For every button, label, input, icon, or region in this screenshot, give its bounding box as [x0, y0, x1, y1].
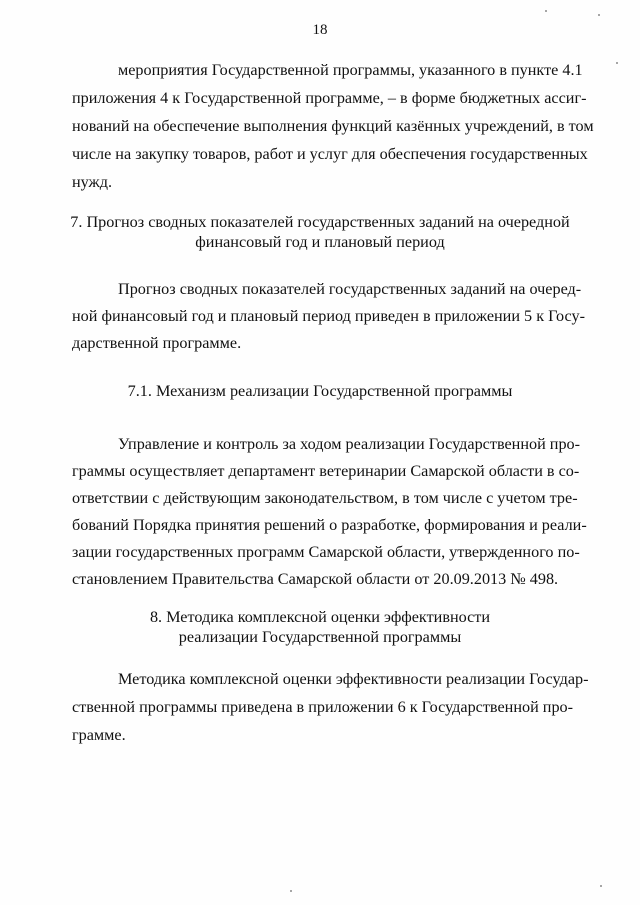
paragraph-line: мероприятия Государственной программы, указанного в пункте 4.1: [118, 61, 583, 79]
paragraph-line: ственной программы приведена в приложении 6 к Государственной про-: [72, 698, 574, 716]
section-heading: 7. Прогноз сводных показателей государственных заданий на очередной: [70, 213, 570, 231]
paragraph-line: становлением Правительства Самарской области от 20.09.2013 № 498.: [72, 570, 559, 588]
paragraph-line: числе на закупку товаров, работ и услуг для обеспечения государственных: [72, 145, 588, 163]
section-heading: реализации Государственной программы: [178, 628, 462, 646]
paragraph-line: Прогноз сводных показателей государственных заданий на очеред-: [118, 280, 582, 298]
paragraph-line: ной финансовый год и плановый период приведен в приложении 5 к Госу-: [72, 307, 585, 325]
paragraph-line: нований на обеспечение выполнения функций казённых учреждений, в том: [72, 117, 594, 135]
page-number: 18: [312, 22, 328, 38]
paragraph-line: приложения 4 к Государственной программе, – в форме бюджетных ассиг-: [72, 89, 587, 107]
paragraph-line: зации государственных программ Самарской области, утвержденного по-: [72, 543, 580, 561]
section-heading: финансовый год и плановый период: [195, 233, 445, 251]
paragraph-line: нужд.: [72, 173, 113, 191]
scan-speck: [290, 890, 292, 892]
scan-speck: [598, 14, 600, 16]
paragraph-line: граммы осуществляет департамент ветеринарии Самарской области в со-: [72, 462, 580, 480]
paragraph-line: ответствии с действующим законодательством, в том числе с учетом тре-: [72, 489, 578, 507]
scan-speck: [616, 62, 618, 64]
paragraph-line: Методика комплексной оценки эффективности реализации Государ-: [118, 670, 589, 688]
paragraph-line: дарственной программе.: [72, 334, 242, 352]
paragraph-line: Управление и контроль за ходом реализации Государственной про-: [118, 435, 581, 453]
section-heading: 7.1. Механизм реализации Государственной программы: [127, 382, 513, 400]
section-heading: 8. Методика комплексной оценки эффективности: [149, 608, 491, 626]
scan-speck: [600, 885, 602, 887]
scan-speck: [545, 10, 547, 12]
paragraph-line: грамме.: [72, 726, 126, 744]
paragraph-line: бований Порядка принятия решений о разработке, формирования и реали-: [72, 516, 587, 534]
